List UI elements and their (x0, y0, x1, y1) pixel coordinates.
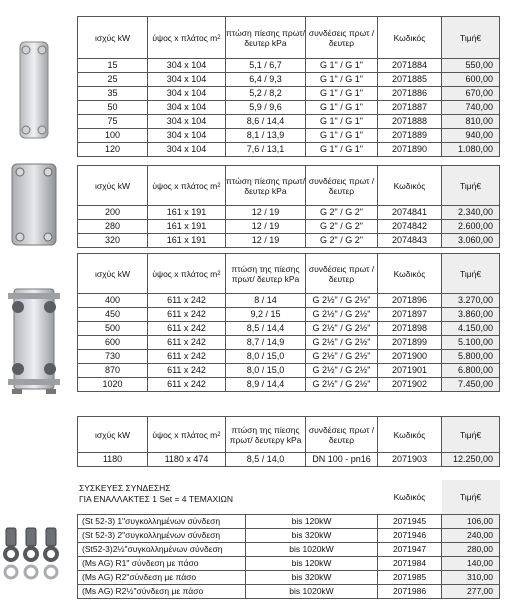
dimensions-cell: 304 x 104 (148, 115, 226, 129)
connection-sets-table (77, 480, 500, 599)
pressure-drop-cell: 5,1 / 6,7 (226, 59, 306, 73)
power-cell: 75 (78, 115, 148, 129)
power-cell: 1020 (78, 378, 148, 392)
connections-cell: G 2½" / G 2½" (306, 364, 378, 378)
table-row (78, 542, 500, 556)
power-header: ισχύς kW (78, 417, 148, 453)
table-row (78, 336, 500, 350)
set-code-cell: 2071947 (378, 542, 442, 556)
power-header: ισχύς kW (78, 254, 148, 294)
table-row (78, 220, 500, 234)
set-code-cell: 2071985 (378, 570, 442, 584)
pressure-drop-cell: 12 / 19 (226, 206, 306, 220)
code-cell: 2074841 (378, 206, 442, 220)
price-cell: 6.800,00 (442, 364, 500, 378)
table-row (78, 584, 500, 598)
code-cell: 2074842 (378, 220, 442, 234)
connection-fittings-image (0, 520, 76, 600)
power-header: ισχύς kW (78, 166, 148, 206)
power-cell: 600 (78, 336, 148, 350)
table-row (78, 73, 500, 87)
price-cell: 3.270,00 (442, 294, 500, 308)
large-heat-exchanger-image (6, 285, 62, 395)
power-cell: 320 (78, 234, 148, 248)
price-cell: 3.060,00 (442, 234, 500, 248)
price-cell: 2.340,00 (442, 206, 500, 220)
price-cell: 3.860,00 (442, 308, 500, 322)
table-row (78, 322, 500, 336)
table-row (78, 101, 500, 115)
code-cell: 2074843 (378, 234, 442, 248)
pressure-drop-cell: 6,4 / 9,3 (226, 73, 306, 87)
connections-cell: G 1" / G 1" (306, 73, 378, 87)
price-cell: 940,00 (442, 129, 500, 143)
table-row (78, 364, 500, 378)
connections-cell: G 1" / G 1" (306, 101, 378, 115)
set-description-cell: (Ms AG) R2"σύνδεση με πάσο (78, 570, 246, 584)
dimensions-cell: 161 x 191 (148, 234, 226, 248)
dimensions-cell: 161 x 191 (148, 206, 226, 220)
table-row (78, 514, 500, 528)
set-range-cell: bis 1020kW (246, 542, 378, 556)
price-header: Τιμή€ (442, 417, 500, 453)
price-cell: 670,00 (442, 87, 500, 101)
price-cell: 550,00 (442, 59, 500, 73)
power-cell: 35 (78, 87, 148, 101)
pressure-drop-header: πτώση πίεσης πρωτ/ δευτερ kPa (226, 166, 306, 206)
code-cell: 2071897 (378, 308, 442, 322)
dimensions-cell: 304 x 104 (148, 59, 226, 73)
connections-header: συνδέσεις πρωτ / δευτερ (306, 417, 378, 453)
set-range-cell: bis 120kW (246, 514, 378, 528)
power-cell: 400 (78, 294, 148, 308)
connections-cell: G 1" / G 1" (306, 143, 378, 157)
dimensions-cell: 611 x 242 (148, 336, 226, 350)
power-cell: 200 (78, 206, 148, 220)
set-price-cell: 310,00 (442, 570, 500, 584)
connections-cell: G 2½" / G 2½" (306, 322, 378, 336)
power-cell: 1180 (78, 453, 148, 467)
code-cell: 2071902 (378, 378, 442, 392)
connections-cell: G 2½" / G 2½" (306, 294, 378, 308)
dimensions-cell: 611 x 242 (148, 364, 226, 378)
pressure-drop-cell: 8,0 / 15,0 (226, 350, 306, 364)
dimensions-cell: 161 x 191 (148, 220, 226, 234)
power-cell: 120 (78, 143, 148, 157)
table-row (78, 453, 500, 467)
price-header: Τιμή€ (442, 254, 500, 294)
pressure-drop-cell: 9,2 / 15 (226, 308, 306, 322)
set-price-cell: 106,00 (442, 514, 500, 528)
set-range-cell: bis 320kW (246, 528, 378, 542)
pressure-drop-cell: 5,9 / 9,6 (226, 101, 306, 115)
power-cell: 280 (78, 220, 148, 234)
code-header: Κωδικός (378, 166, 442, 206)
price-cell: 600,00 (442, 73, 500, 87)
connections-cell: G 2" / G 2" (306, 220, 378, 234)
code-cell: 2071889 (378, 129, 442, 143)
dimensions-cell: 611 x 242 (148, 378, 226, 392)
sets-header-spacer (246, 480, 378, 514)
dimensions-header: ύψος x πλάτος $m^2$ (148, 254, 226, 294)
exchanger-table-3 (77, 253, 500, 392)
small-heat-exchanger-image (14, 40, 54, 140)
power-cell: 730 (78, 350, 148, 364)
set-price-cell: 140,00 (442, 556, 500, 570)
price-cell: 12.250,00 (442, 453, 500, 467)
pressure-drop-header: πτώση της πίεσης πρωτ/ δευτερ kPa (226, 254, 306, 294)
power-cell: 50 (78, 101, 148, 115)
pressure-drop-cell: 8 / 14 (226, 294, 306, 308)
power-cell: 500 (78, 322, 148, 336)
connections-cell: G 2" / G 2" (306, 234, 378, 248)
code-cell: 2071884 (378, 59, 442, 73)
power-cell: 15 (78, 59, 148, 73)
code-header: Κωδικός (378, 17, 442, 59)
pressure-drop-cell: 8,9 / 14,4 (226, 378, 306, 392)
pressure-drop-cell: 7,6 / 13,1 (226, 143, 306, 157)
set-price-cell: 277,00 (442, 584, 500, 598)
power-cell: 25 (78, 73, 148, 87)
table-row (78, 294, 500, 308)
connections-cell: G 1" / G 1" (306, 59, 378, 73)
code-cell: 2071898 (378, 322, 442, 336)
connections-cell: DN 100 - pn16 (306, 453, 378, 467)
code-cell: 2071896 (378, 294, 442, 308)
dimensions-cell: 304 x 104 (148, 73, 226, 87)
price-cell: 5.100,00 (442, 336, 500, 350)
pressure-drop-cell: 8,5 / 14,4 (226, 322, 306, 336)
exchanger-table-4 (77, 416, 500, 467)
set-description-cell: (St 52-3) 1"συγκολλημένων σύνδεση (78, 514, 246, 528)
dimensions-header: ύψος x πλάτος $m^2$ (148, 417, 226, 453)
price-cell: 810,00 (442, 115, 500, 129)
connections-cell: G 2½" / G 2½" (306, 378, 378, 392)
code-cell: 2071903 (378, 453, 442, 467)
table-row (78, 115, 500, 129)
code-cell: 2071888 (378, 115, 442, 129)
power-cell: 450 (78, 308, 148, 322)
dimensions-cell: 304 x 104 (148, 101, 226, 115)
pressure-drop-header: πτώση της πίεσης πρωτ/ δευτεργ kPa (226, 417, 306, 453)
connections-header: συνδέσεις πρωτ / δευτερ (306, 17, 378, 59)
set-code-cell: 2071986 (378, 584, 442, 598)
set-description-cell: (St 52-3) 2"συγκολλημένων σύνδεση (78, 528, 246, 542)
pressure-drop-cell: 8,6 / 14,4 (226, 115, 306, 129)
dimensions-cell: 611 x 242 (148, 322, 226, 336)
sets-header-spacer (78, 480, 246, 514)
dimensions-cell: 611 x 242 (148, 308, 226, 322)
connections-cell: G 2½" / G 2½" (306, 336, 378, 350)
price-cell: 7.450,00 (442, 378, 500, 392)
connections-cell: G 1" / G 1" (306, 129, 378, 143)
table-row (78, 350, 500, 364)
set-range-cell: bis 120kW (246, 556, 378, 570)
dimensions-header: ύψος x πλάτος $m^2$ (148, 166, 226, 206)
dimensions-cell: 304 x 104 (148, 143, 226, 157)
dimensions-cell: 304 x 104 (148, 87, 226, 101)
dimensions-cell: 304 x 104 (148, 129, 226, 143)
power-header: ισχύς kW (78, 17, 148, 59)
power-cell: 100 (78, 129, 148, 143)
table-row (78, 528, 500, 542)
dimensions-header: ύψος x πλάτος $m^2$ (148, 17, 226, 59)
code-cell: 2071886 (378, 87, 442, 101)
code-cell: 2071887 (378, 101, 442, 115)
set-code-cell: 2071945 (378, 514, 442, 528)
table-row (78, 556, 500, 570)
set-code-cell: 2071984 (378, 556, 442, 570)
table-row (78, 570, 500, 584)
set-price-cell: 280,00 (442, 542, 500, 556)
connections-cell: G 2½" / G 2½" (306, 308, 378, 322)
pressure-drop-cell: 12 / 19 (226, 220, 306, 234)
sets-title-line1: ΣΥΣΚΕΥΕΣ ΣΥΝΔΕΣΗΣ (79, 483, 171, 493)
exchanger-table-1 (77, 16, 500, 157)
code-cell: 2071899 (378, 336, 442, 350)
pressure-drop-cell: 8,0 / 15,0 (226, 364, 306, 378)
connections-cell: G 2" / G 2" (306, 206, 378, 220)
pressure-drop-cell: 5,2 / 8,2 (226, 87, 306, 101)
connections-header: συνδέσεις πρωτ / δευτερ (306, 166, 378, 206)
code-cell: 2071885 (378, 73, 442, 87)
connections-cell: G 1" / G 1" (306, 115, 378, 129)
price-header: Τιμή€ (442, 17, 500, 59)
connections-cell: G 2½" / G 2½" (306, 350, 378, 364)
set-code-cell: 2071946 (378, 528, 442, 542)
code-cell: 2071900 (378, 350, 442, 364)
price-cell: 1.080,00 (442, 143, 500, 157)
dimensions-cell: 611 x 242 (148, 350, 226, 364)
set-description-cell: (Ms AG) R1" σύνδεση με πάσο (78, 556, 246, 570)
pressure-drop-cell: 12 / 19 (226, 234, 306, 248)
medium-heat-exchanger-image (8, 162, 60, 247)
table-row (78, 143, 500, 157)
pressure-drop-cell: 8,1 / 13,9 (226, 129, 306, 143)
price-header: Τιμή€ (442, 166, 500, 206)
table-row (78, 129, 500, 143)
set-description-cell: (St52-3)2½"συγκολλημένων σύνδεση (78, 542, 246, 556)
set-price-cell: 240,00 (442, 528, 500, 542)
pressure-drop-header: πτώση πίεσης πρωτ/δευτερ kPa (226, 17, 306, 59)
set-description-cell: (Ms AG) R2½"σύνδεση με πάσο (78, 584, 246, 598)
table-row (78, 308, 500, 322)
table-row (78, 87, 500, 101)
price-cell: 4.150,00 (442, 322, 500, 336)
pressure-drop-cell: 8,5 / 14,0 (226, 453, 306, 467)
dimensions-cell: 1180 x 474 (148, 453, 226, 467)
code-header: Κωδικός (378, 417, 442, 453)
price-cell: 740,00 (442, 101, 500, 115)
set-range-cell: bis 320kW (246, 570, 378, 584)
code-cell: 2071901 (378, 364, 442, 378)
connections-cell: G 1" / G 1" (306, 87, 378, 101)
table-row (78, 234, 500, 248)
connections-header: συνδέσεις πρωτ / δευτερ (306, 254, 378, 294)
sets-price-header: Τιμή€ (442, 480, 500, 514)
dimensions-cell: 611 x 242 (148, 294, 226, 308)
price-cell: 5.800,00 (442, 350, 500, 364)
sets-code-header: Κωδικός (393, 491, 426, 502)
table-row (78, 378, 500, 392)
price-cell: 2.600,00 (442, 220, 500, 234)
pressure-drop-cell: 8,7 / 14,9 (226, 336, 306, 350)
set-range-cell: bis 1020kW (246, 584, 378, 598)
power-cell: 870 (78, 364, 148, 378)
sets-title-line2: ΓΙΑ ΕΝΑΛΛΑΚΤΕΣ 1 Set = 4 ΤΕΜΑΧΙΩΝ (79, 494, 234, 504)
table-row (78, 59, 500, 73)
exchanger-table-2 (77, 165, 500, 248)
table-row (78, 206, 500, 220)
code-header: Κωδικός (378, 254, 442, 294)
code-cell: 2071890 (378, 143, 442, 157)
